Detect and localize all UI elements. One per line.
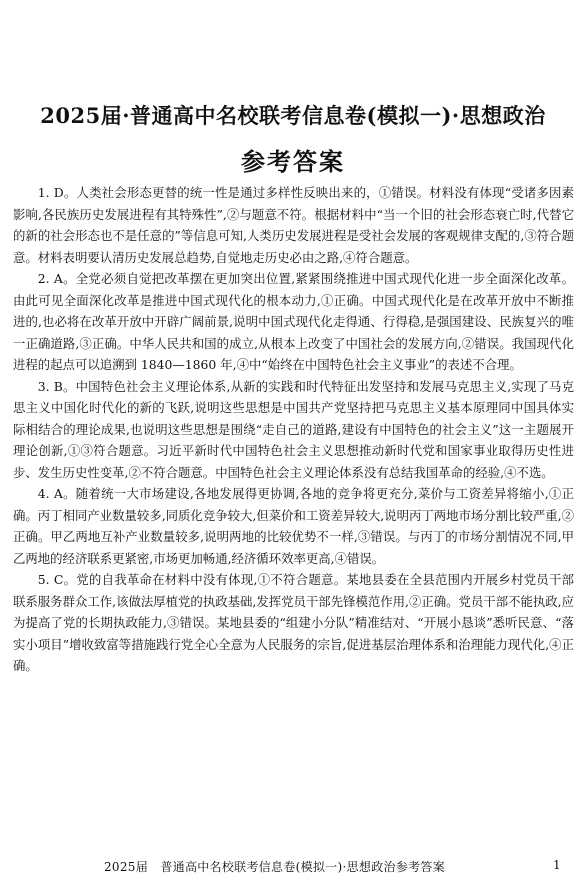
answer-list: [13, 182, 574, 677]
page-number: 1: [553, 858, 561, 872]
document-title: 2025届·普通高中名校联考信息卷(模拟一)·思想政治: [40, 103, 546, 128]
answer-paragraph-1: 1. D。人类社会形态更替的统一性是通过多样性反映出来的，①错误。材料没有体现“受诸多因素影响,各民族历史发展进程有其特殊性”,②与题意不符。根据材料中“当一个旧的社会形态衰亡时,代替它的新的社会形态也不是任意的”等信息可知,人类历史发展进程是受社会发展的客观规律支配的,③符合题意。材料表明要认清历史发展总趋势,自觉地走历史必由之路,④符合题意。: [13, 185, 574, 265]
page-footer: [0, 858, 586, 874]
answer-paragraph-3: 3. B。中国特色社会主义理论体系,从新的实践和时代特征出发坚持和发展马克思主义,实现了马克思主义中国化时代化的新的飞跃,说明这些思想是中国共产党坚持把马克思主义基本原理同中国具体实际相结合的理论成果,也说明这些思想是围绕“走自己的道路,建设有中国特色的社会主义”这一主题展开理论创新,①③符合题意。习近平新时代中国特色社会主义思想推动新时代党和国家事业取得历史性进步、发生历史性变革,②不符合题意。中国特色社会主义理论体系没有总结我国革命的经验,④不选。: [13, 378, 574, 480]
document-subtitle: 参考答案: [241, 147, 345, 176]
answer-paragraph-4: 4. A。随着统一大市场建设,各地发展得更协调,各地的竞争将更充分,菜价与工资差异将缩小,①正确。丙丁相同产业数量较多,同质化竞争较大,但菜价和工资差异较大,说明丙丁两地市场分割比较严重,②正确。甲乙两地互补产业数量较多,说明两地的比较优势不一样,③错误。与丙丁的市场分割情况不同,甲乙两地的经济联系更紧密,市场更加畅通,经济循环效率更高,④错误。: [13, 486, 574, 566]
footer-text: 2025届 普通高中名校联考信息卷(模拟一)·思想政治参考答案: [104, 860, 446, 874]
answer-paragraph-2: 2. A。全党必须自觉把改革摆在更加突出位置,紧紧围绕推进中国式现代化进一步全面深化改革。由此可见全面深化改革是推进中国式现代化的根本动力,①正确。中国式现代化是在改革开放中不断推进的,也必将在改革开放中开辟广阔前景,说明中国式现代化走得通、行得稳,是强国建设、民族复兴的唯一正确道路,③正确。中华人民共和国的成立,从根本上改变了中国社会的发展方向,②错误。我国现代化进程的起点可以追溯到 1840—1860 年,④中“始终在中国特色社会主义事业”的表述不合理。: [13, 271, 574, 372]
answer-paragraph-5: 5. C。党的自我革命在材料中没有体现,①不符合题意。某地县委在全县范围内开展乡村党员干部联系服务群众工作,该做法厚植党的执政基础,发挥党员干部先锋模范作用,②正确。党员干部不能执政,应为提高了党的长期执政能力,③错误。某地县委的“组建小分队”精准结对、“开展小恳谈”悉听民意、“落实小项目”增收致富等措施践行党全心全意为人民服务的宗旨,促进基层治理体系和治理能力现代化,④正确。: [13, 572, 574, 673]
